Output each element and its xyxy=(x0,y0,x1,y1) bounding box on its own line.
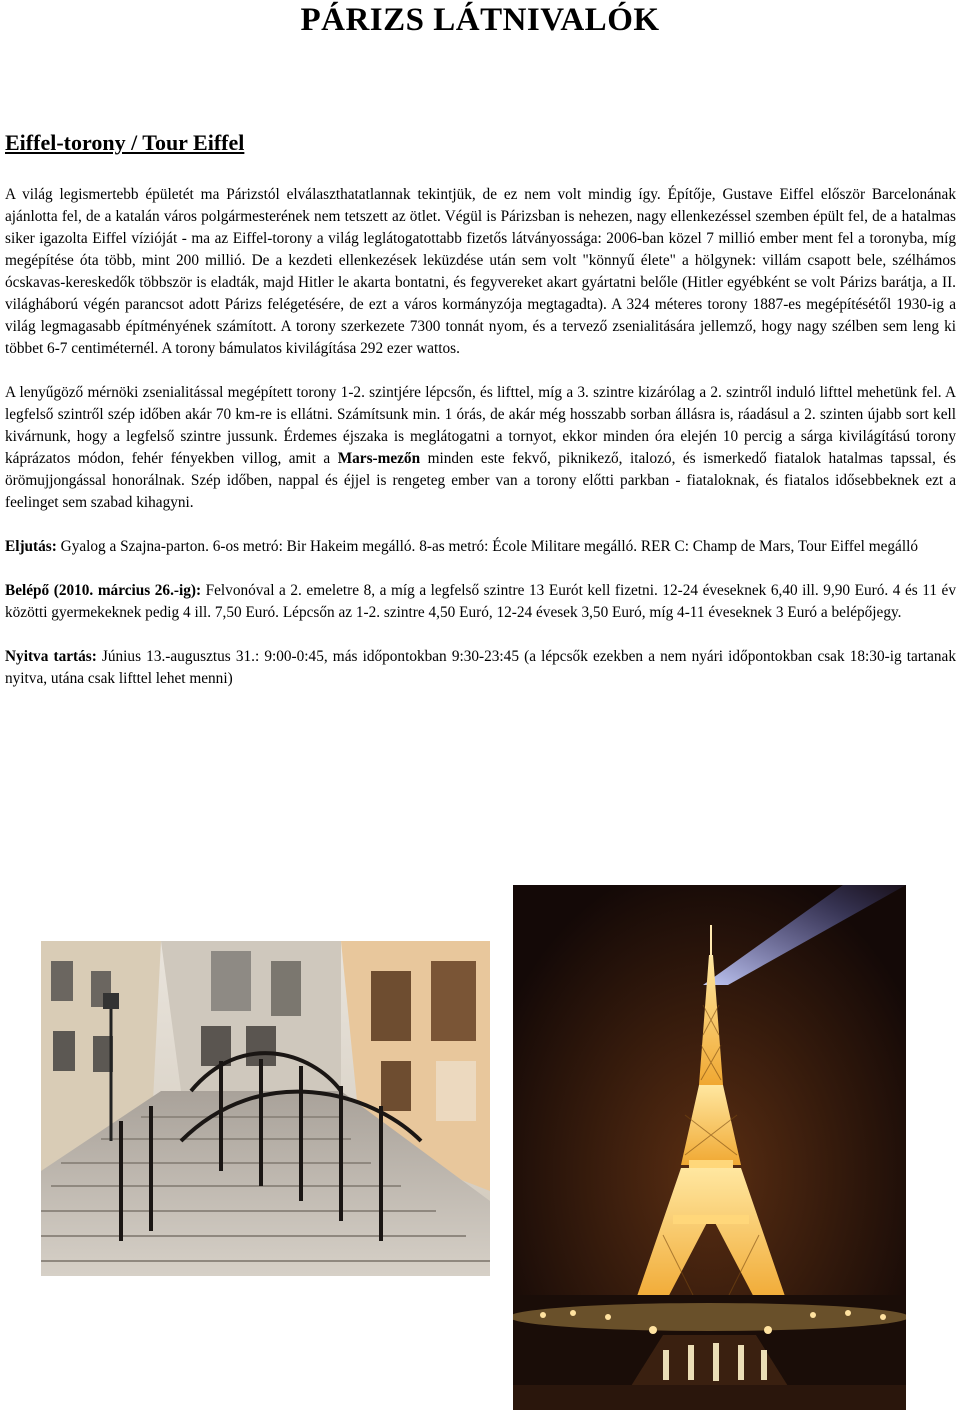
paragraph-entry xyxy=(5,580,956,624)
paragraph-visit xyxy=(5,382,956,514)
visit-text-start: A lenyűgöző mérnöki zsenialitással megépített torony 1-2. szintjére lépcsőn, és lifttel, míg a 3. szintre kizárólag a 2. szintről induló lifttel mehetünk fel. A legfelső szintről szép időben akár 70 km-re is ellátni. Számítsunk min. 1 órás, de akár még hosszabb sorban állásra is, ráadásul a 2. szinten újabb sort kell kivárnunk, hogy a legfelső szintre jussunk. Érdemes éjszaka is meglátogatni a tornyot, ekkor minden óra elején 10 percig a sárga kivilágítású torony káprázatos módon, fehér fényekben villog, amit a xyxy=(5,384,956,467)
entry-label: Belépő (2010. március 26.-ig): xyxy=(5,582,202,599)
entry-text: Felvonóval a 2. emeletre 8, a míg a legfelső szintre 13 Eurót kell fizetni. 12-24 éveseknek 6,40 ill. 9,90 Euró. 4 és 11 év közötti gyermekeknek pedig 4 ill. 7,50 Euró. Lépcsőn az 1-2. szintre 4,50 Euró, 12-24 évesek 3,50 Euró, míg 4-11 éveseknek 3 Euró a belépőjegy. xyxy=(5,582,956,621)
paragraph-hours xyxy=(5,646,956,690)
paragraph-access xyxy=(5,536,956,558)
visit-text-end: minden este fekvő, piknikező, italozó, és ismerkedő fiatalok hatalmas tapssal, és örömujjongással honorálnak. Szép időben, nappal és éjjel is rengeteg ember van a torony előtti parkban - fiataloknak, és fiatalos idősebbeknek ezt a feelinget sem szabad kihagyni. xyxy=(5,450,957,511)
mars-field-term: Mars-mezőn xyxy=(337,450,421,467)
hours-text: Június 13.-augusztus 31.: 9:00-0:45, más időpontokban 9:30-23:45 (a lépcsők ezekben a nem nyári időpontokban csak 18:30-ig tartanak nyitva, utána csak lifttel lehet menni) xyxy=(5,648,956,687)
access-text: Gyalog a Szajna-parton. 6-os metró: Bir Hakeim megálló. 8-as metró: École Militare megálló. RER C: Champ de Mars, Tour Eiffel megálló xyxy=(56,538,918,555)
article-body xyxy=(5,184,956,690)
page-title: PÁRIZS LÁTNIVALÓK xyxy=(300,2,660,38)
paragraph-history: A világ legismertebb épületét ma Párizstól elválaszthatatlannak tekintjük, de ez nem volt mindig így. Építője, Gustave Eiffel először Barcelonának ajánlotta fel, de a katalán város polgármesterének nem tetszett az ötlet. Végül is Párizsban is nehezen, nagy ellenkezéssel szemben épült fel, de a hatalmas siker igazolta Eiffel vízióját - ma az Eiffel-torony a világ leglátogatottabb fizetős látványossága: 2006-ban közel 7 millió ember ment fel a toronyba, míg megépítése óta több, mint 200 millió. De a kezdeti ellenkezések leküzdése után sem volt "könnyű élete" a hölgynek: villám csapott bele, szélhámos ócskavas-kereskedők többször is eladták, majd Hitler le akarta bontatni, és fegyvereket akart gyártatni belőle (Hitler egyébként se volt Párizs barátja, a II. világháború végén parancsot adott Párizs felégetésére, de ezt a város kormányzója megtagadta). A 324 méteres torony 1887-es megépítésétől 1930-ig a világ legmagasabb építményének számított. A torony szerkezete 7300 tonnát nyom, és a tervező zsenialitására jellemző, hogy nagy szélben sem leng ki többet 6-7 centiméternél. A torony bámulatos kivilágítása 292 ezer wattos. xyxy=(5,186,956,357)
access-label: Eljutás: xyxy=(5,538,57,555)
hours-label: Nyitva tartás: xyxy=(5,648,97,665)
section-heading: Eiffel-torony / Tour Eiffel xyxy=(5,130,245,155)
eiffel-tower-night-photo xyxy=(513,885,906,1410)
montmartre-stairs-photo xyxy=(41,941,490,1276)
